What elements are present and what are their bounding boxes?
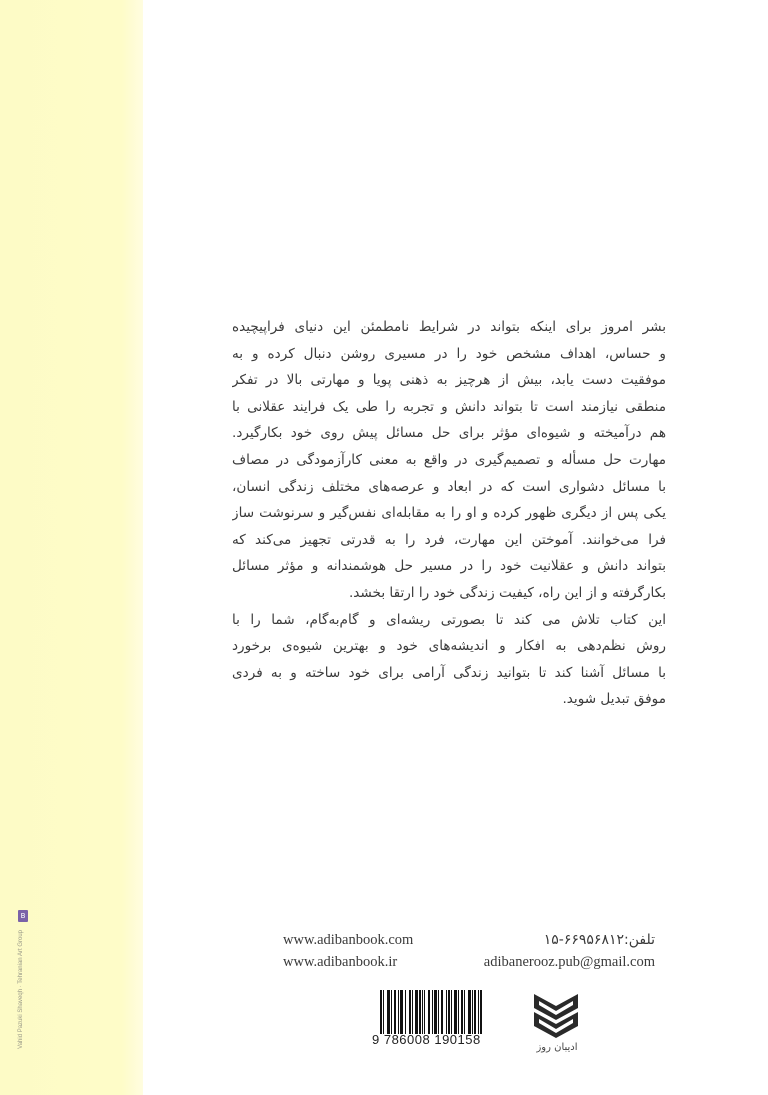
spine-credit-text: Vahid Pazuki Shaveqh · Tehranian Art Group bbox=[18, 930, 24, 1049]
blurb-line: و حساس، اهداف مشخص خود را در مسیری روشن دنبال کرده و به bbox=[232, 345, 666, 362]
blurb-line: موفق تبدیل شوید. bbox=[562, 691, 666, 708]
isbn-digits: 9 786008 190158 bbox=[372, 1032, 481, 1047]
publisher-logo bbox=[527, 990, 587, 1060]
spine-strip bbox=[0, 0, 143, 1095]
isbn-barcode bbox=[372, 988, 516, 1050]
phone-number: تلفن:۶۶۹۵۶۸۱۲-۱۵ bbox=[543, 932, 655, 948]
blurb-line: این کتاب تلاش می کند تا بصورتی ریشه‌ای و گام‌به‌گام، شما را با bbox=[232, 611, 666, 628]
blurb-line: مهارت حل مسأله و تصمیم‌گیری در واقع به معنی کارآزمودگی در مصاف bbox=[232, 451, 666, 468]
spine-badge-icon: B bbox=[18, 910, 28, 922]
website-com-link[interactable]: www.adibanbook.com bbox=[283, 932, 414, 948]
blurb-line: موفقیت دست یابد، بیش از هرچیز به ذهنی پویا و مهارتی بالا در تفکر bbox=[232, 372, 666, 389]
barcode-bars-icon bbox=[380, 990, 512, 1034]
blurb-line: بکارگرفته و از این راه، کیفیت زندگی خود را ارتقا بخشد. bbox=[348, 584, 666, 601]
blurb-line: فرا می‌خوانند. آموختن این مهارت، فرد را به قدرتی تجهیز می‌کند که bbox=[232, 531, 666, 548]
publisher-contact bbox=[283, 932, 655, 976]
blurb-line: با مسائل دشواری است که در ابعاد و عرصه‌های مختلف زندگی انسان، bbox=[232, 478, 666, 495]
blurb-line: با مسائل آشنا کند تا بتوانید زندگی آرامی برای خود ساخته و به فردی bbox=[232, 664, 666, 681]
blurb-line: منطقی نیازمند است تا بتواند دانش و تجربه را طی یک فرایند عقلانی با bbox=[232, 398, 666, 415]
blurb-line: بشر امروز برای اینکه بتواند در شرایط نامطمئن این دنیای فراپیچیده bbox=[232, 319, 666, 335]
chevron-double-logo-icon bbox=[531, 990, 581, 1038]
website-ir-link[interactable]: www.adibanbook.ir bbox=[283, 954, 398, 970]
email-link[interactable]: adibanerooz.pub@gmail.com bbox=[483, 954, 655, 970]
contact-row-2 bbox=[283, 954, 655, 976]
contact-row-1 bbox=[283, 932, 655, 954]
blurb-line: روش نظم‌دهی به افکار و اندیشه‌های خود و بهترین شیوه‌ی برخورد bbox=[232, 638, 666, 655]
blurb-line: بتواند دانش و عقلانیت خود را در مسیر حل هوشمندانه و مؤثر مسائل bbox=[232, 558, 666, 575]
back-cover-blurb bbox=[232, 314, 666, 713]
blurb-line: یکی پس از دیگری ظهور کرده و او را به مقابله‌ای نفس‌گیر و سرنوشت ساز bbox=[232, 505, 666, 522]
blurb-line: هم درآمیخته و شیوه‌ای مؤثر برای حل مسائل پیش روی خود بکارگیرد. bbox=[232, 425, 666, 442]
publisher-name: ادیبان روز bbox=[536, 1042, 578, 1053]
spine-credit bbox=[14, 910, 32, 1065]
